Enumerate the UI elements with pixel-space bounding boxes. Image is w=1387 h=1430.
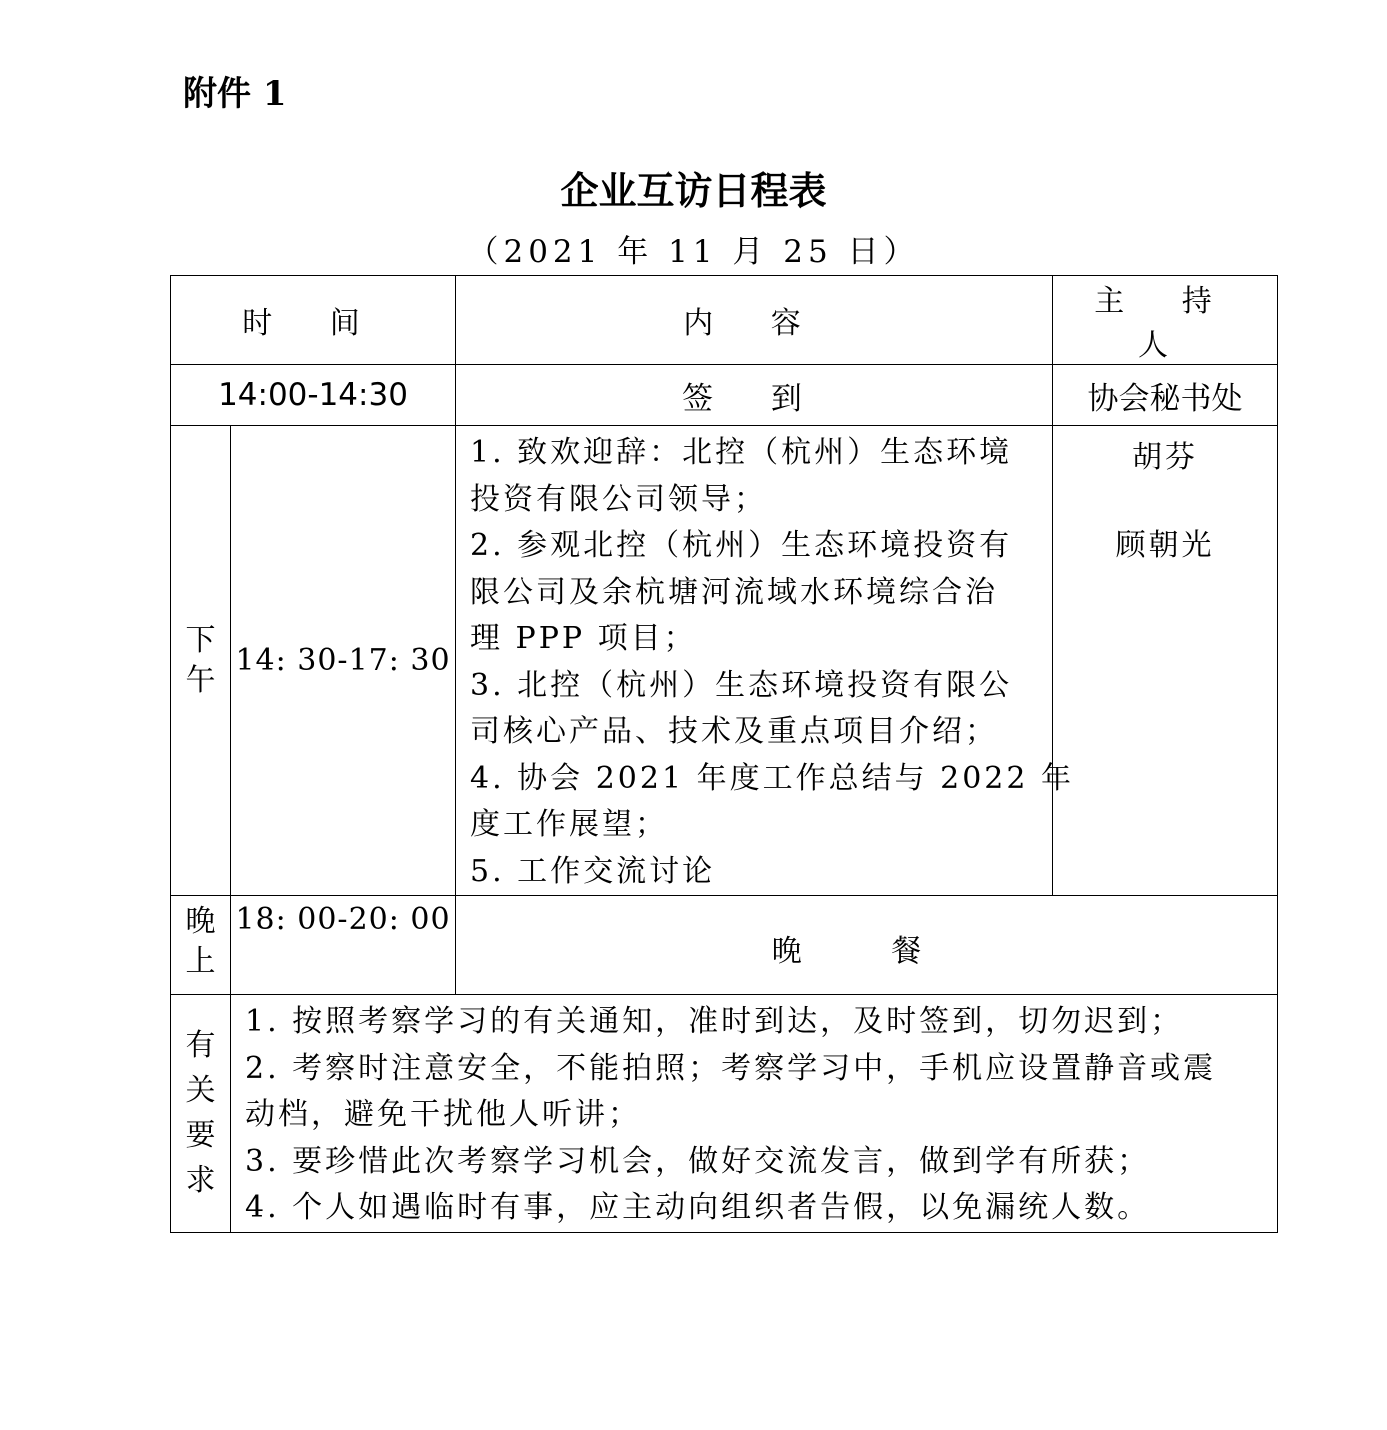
- afternoon-content: [456, 426, 1075, 896]
- content-line: 1. 致欢迎辞：北控（杭州）生态环境: [470, 435, 1013, 470]
- schedule-table: [170, 275, 1278, 1233]
- evening-row: [171, 896, 1278, 995]
- signin-row: [171, 365, 1278, 426]
- afternoon-row: [171, 426, 1278, 896]
- host-name: 胡芬: [1132, 440, 1199, 475]
- content-line: 司核心产品、技术及重点项目介绍；: [470, 714, 999, 749]
- content-line: 4. 协会 2021 年度工作总结与 2022 年: [470, 760, 1075, 796]
- page-title: 企业互访日程表: [560, 168, 827, 213]
- evening-time: 18: 00-20: 00: [231, 896, 456, 995]
- content-line: 理 PPP 项目；: [470, 621, 697, 656]
- schedule-date: （2021 年 11 月 25 日）: [467, 234, 920, 270]
- requirements-content: [231, 995, 1278, 1233]
- signin-time: 14:00-14:30: [171, 365, 456, 426]
- afternoon-hosts: [1053, 426, 1278, 896]
- content-line: 5. 工作交流讨论: [470, 853, 716, 889]
- attachment-label: 附件 1: [183, 74, 287, 114]
- signin-host: 协会秘书处: [1053, 365, 1278, 426]
- evening-label: 晚 上: [171, 896, 231, 995]
- content-line: 度工作展望；: [470, 807, 669, 842]
- requirements-label: 有 关 要 求: [171, 995, 231, 1233]
- host-name: 顾朝光: [1115, 528, 1215, 563]
- content-line: 限公司及余杭塘河流域水环境综合治: [470, 574, 999, 610]
- requirement-line: 动档，避免干扰他人听讲；: [245, 1097, 641, 1132]
- content-line: 3. 北控（杭州）生态环境投资有限公: [470, 667, 1013, 703]
- afternoon-label: 下 午: [171, 426, 231, 896]
- evening-content: 晚 餐: [456, 896, 1278, 995]
- requirements-row: [171, 995, 1278, 1233]
- header-time: 时 间: [171, 276, 456, 365]
- content-line: 投资有限公司领导；: [470, 481, 768, 517]
- afternoon-time: 14: 30-17: 30: [231, 426, 456, 896]
- requirement-line: 1. 按照考察学习的有关通知，准时到达，及时签到，切勿迟到；: [245, 1004, 1184, 1039]
- header-content: 内 容: [456, 276, 1053, 365]
- requirement-line: 4. 个人如遇临时有事，应主动向组织者告假，以免漏统人数。: [245, 1190, 1151, 1225]
- signin-content: 签 到: [456, 365, 1053, 426]
- header-row: [171, 276, 1278, 365]
- header-host: 主 持 人: [1053, 276, 1278, 365]
- requirement-line: 2. 考察时注意安全，不能拍照；考察学习中，手机应设置静音或震: [245, 1050, 1217, 1086]
- content-line: 2. 参观北控（杭州）生态环境投资有: [470, 528, 1013, 563]
- requirement-line: 3. 要珍惜此次考察学习机会，做好交流发言，做到学有所获；: [245, 1143, 1151, 1179]
